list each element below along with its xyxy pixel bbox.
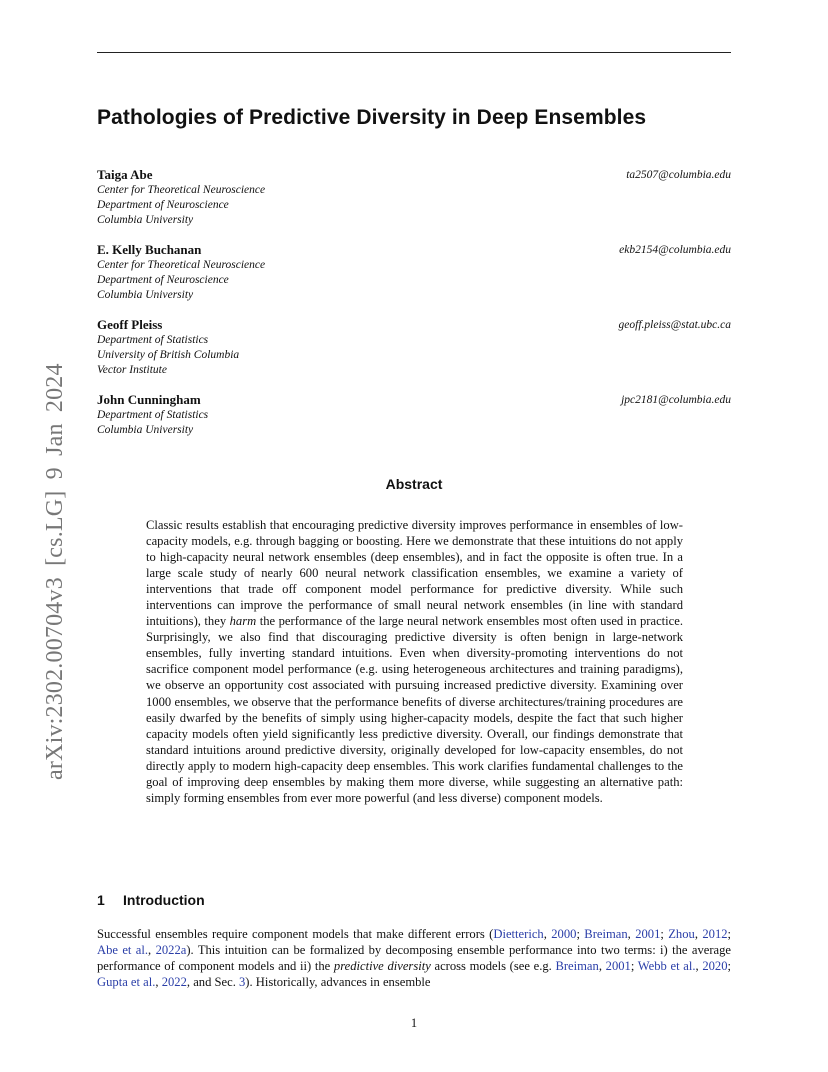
- section-reference-link[interactable]: 3: [239, 975, 246, 990]
- section-title: Introduction: [123, 892, 205, 908]
- citation-link[interactable]: Breiman: [584, 927, 628, 941]
- arxiv-side-label: arXiv:2302.00704v3 [cs.LG] 9 Jan 2024: [42, 363, 68, 780]
- citation-link[interactable]: Zhou: [668, 927, 695, 941]
- citation-link[interactable]: Webb et al.: [637, 959, 696, 974]
- author-name: John Cunningham: [97, 392, 201, 407]
- author-email: ta2507@columbia.edu: [626, 169, 731, 181]
- text-run: ,: [694, 927, 703, 941]
- author-affiliation: Department of Neuroscience: [97, 199, 229, 211]
- author-affiliation: Columbia University: [97, 289, 194, 301]
- author-affiliation: Department of Neuroscience: [97, 274, 229, 286]
- text-run: ,: [155, 975, 162, 990]
- abstract-text-part: the performance of the large neural network ensembles most often used in practice. Surprisingly, we also find that discouraging predictive diversity is often benign in large-network ensembles, fully inverting standard intuitions. Even when diversity-promoting interventions do not sacrifice component model performance (e.g. using heterogeneous architectures and training paradigms), we observe an opportunity cost associated with pursuing increased predictive diversity. Examining over 1000 ensembles, we observe that the performance benefits of diverse architectures/training procedures are easily dwarfed by the benefits of simply using higher-capacity models, despite the fact that such higher capacity models often yield significantly less predictive diversity. Overall, our findings demonstrate that standard intuitions around predictive diversity, originally developed for low-capacity ensembles, do not directly apply to modern high-capacity deep ensembles. This work clarifies fundamental challenges to the goal of improving deep ensembles by making them more diverse, while suggesting an alternative path: simply forming ensembles from ever more powerful (and less diverse) component models.: [146, 614, 684, 805]
- abstract-text-part: Classic results establish that encouraging predictive diversity improves performance in ensembles of low-capacity models, e.g. through bagging or boosting. Here we demonstrate that these intuitions do not apply to high-capacity neural network ensembles (deep ensembles), and in fact the opposite is often true. In a large scale study of nearly 600 neural network classification ensembles, we examine a variety of interventions that trade off component model performance for predictive diversity. While such interventions can improve the performance of small neural network ensembles (in line with standard intuitions), they: [146, 518, 683, 629]
- citation-link[interactable]: Abe et al.: [97, 943, 149, 958]
- author-name: Geoff Pleiss: [97, 317, 163, 332]
- abstract-emphasis: harm: [229, 614, 257, 629]
- text-run: Successful ensembles require component models that make different errors (: [97, 927, 494, 941]
- citation-link[interactable]: 2022: [161, 975, 187, 990]
- author-email: geoff.pleiss@stat.ubc.ca: [618, 319, 731, 331]
- author-email: jpc2181@columbia.edu: [621, 394, 731, 406]
- text-run: , and Sec.: [186, 975, 239, 990]
- author-block: [97, 317, 731, 378]
- text-run: ;: [630, 959, 638, 974]
- citation-link[interactable]: 2012: [702, 927, 728, 941]
- author-affiliation: Center for Theoretical Neuroscience: [97, 259, 266, 271]
- text-run: ;: [727, 959, 732, 974]
- text-run: ). Historically, advances in ensemble: [245, 975, 431, 990]
- text-run: ;: [660, 927, 669, 941]
- text-run: ;: [576, 927, 585, 941]
- text-run: ,: [598, 959, 606, 974]
- author-affiliation: Department of Statistics: [97, 334, 209, 346]
- citation-link[interactable]: 2001: [605, 959, 631, 974]
- citation-link[interactable]: 2022a: [155, 943, 187, 958]
- text-run: ). This intuition can be formalized by decomposing ensemble performance into two terms: i) the average performance of component models and ii) the: [97, 943, 732, 974]
- author-block: [97, 242, 731, 303]
- abstract-heading: Abstract: [385, 476, 443, 492]
- author-affiliation: Vector Institute: [97, 364, 167, 376]
- intro-paragraph: [97, 926, 731, 990]
- text-run: ,: [543, 927, 552, 941]
- author-affiliation: Columbia University: [97, 424, 194, 436]
- text-run: ,: [695, 959, 703, 974]
- author-block: [97, 392, 731, 438]
- section-number: 1: [97, 892, 105, 908]
- citation-link[interactable]: Gupta et al.: [97, 975, 156, 990]
- top-rule: [97, 52, 731, 53]
- author-affiliation: Department of Statistics: [97, 409, 209, 421]
- text-run: ,: [148, 943, 156, 958]
- author-affiliation: University of British Columbia: [97, 349, 240, 361]
- citation-link[interactable]: 2020: [702, 959, 728, 974]
- author-block: [97, 167, 731, 228]
- author-affiliation: Columbia University: [97, 214, 194, 226]
- author-email: ekb2154@columbia.edu: [619, 244, 731, 256]
- text-run: across models (see e.g.: [430, 959, 556, 974]
- citation-link[interactable]: 2000: [551, 927, 577, 941]
- paper-title: Pathologies of Predictive Diversity in Deep Ensembles: [97, 106, 647, 129]
- author-affiliation: Center for Theoretical Neuroscience: [97, 184, 266, 196]
- section-heading: [97, 892, 205, 908]
- text-run: ,: [627, 927, 636, 941]
- text-run: ;: [727, 927, 732, 941]
- citation-link[interactable]: 2001: [635, 927, 661, 941]
- author-name: E. Kelly Buchanan: [97, 242, 202, 257]
- author-name: Taiga Abe: [97, 167, 153, 182]
- abstract-text: [146, 517, 683, 806]
- citation-link[interactable]: Breiman: [555, 959, 599, 974]
- citation-link[interactable]: Dietterich: [493, 927, 544, 941]
- emphasis-text: predictive diversity: [333, 959, 431, 974]
- page-number: 1: [410, 1016, 418, 1030]
